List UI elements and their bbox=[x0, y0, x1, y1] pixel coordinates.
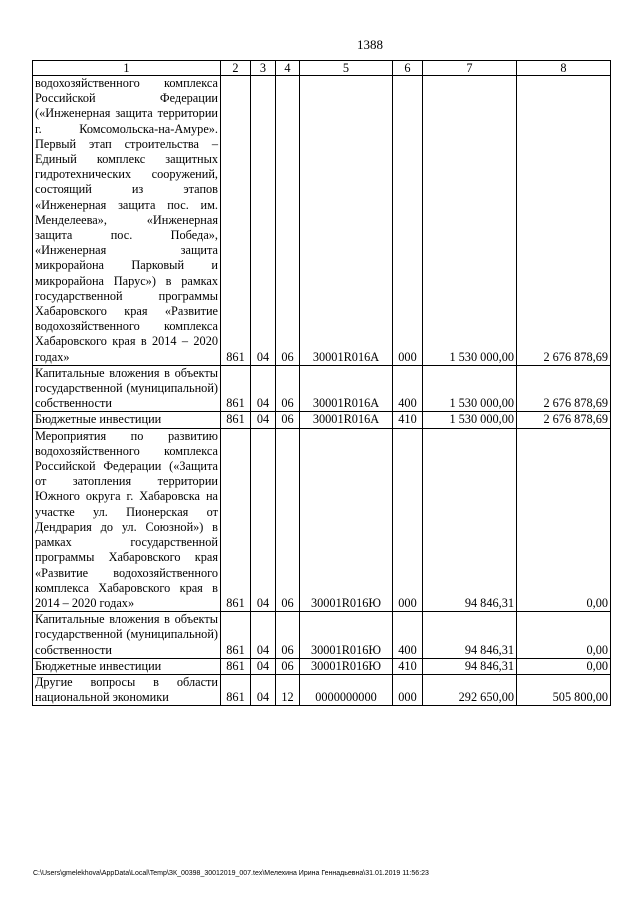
cell-expense-type: 000 bbox=[393, 428, 423, 611]
column-header: 5 bbox=[300, 61, 393, 76]
cell-amount-2: 2 676 878,69 bbox=[517, 412, 611, 428]
cell-ministry: 861 bbox=[221, 365, 251, 412]
table-row bbox=[33, 658, 611, 674]
cell-section: 04 bbox=[251, 365, 276, 412]
table-row bbox=[33, 365, 611, 412]
cell-expense-type: 000 bbox=[393, 76, 423, 366]
cell-ministry: 861 bbox=[221, 428, 251, 611]
cell-section: 04 bbox=[251, 76, 276, 366]
table-row bbox=[33, 428, 611, 611]
cell-amount-1: 94 846,31 bbox=[423, 428, 517, 611]
column-header: 4 bbox=[276, 61, 300, 76]
cell-subsection: 06 bbox=[276, 428, 300, 611]
cell-expense-type: 410 bbox=[393, 658, 423, 674]
table-row bbox=[33, 612, 611, 659]
row-name: Бюджетные инвестиции bbox=[33, 658, 221, 674]
cell-section: 04 bbox=[251, 612, 276, 659]
cell-section: 04 bbox=[251, 674, 276, 705]
cell-amount-1: 1 530 000,00 bbox=[423, 76, 517, 366]
cell-amount-1: 1 530 000,00 bbox=[423, 412, 517, 428]
cell-subsection: 06 bbox=[276, 612, 300, 659]
cell-amount-1: 94 846,31 bbox=[423, 612, 517, 659]
cell-ministry: 861 bbox=[221, 76, 251, 366]
column-header: 1 bbox=[33, 61, 221, 76]
cell-amount-2: 0,00 bbox=[517, 428, 611, 611]
cell-target-code: 0000000000 bbox=[300, 674, 393, 705]
cell-target-code: 30001R016А bbox=[300, 76, 393, 366]
cell-target-code: 30001R016А bbox=[300, 412, 393, 428]
cell-amount-2: 505 800,00 bbox=[517, 674, 611, 705]
table-header-row bbox=[33, 61, 611, 76]
cell-ministry: 861 bbox=[221, 674, 251, 705]
row-name: Мероприятия по развитию водохозяйственного комплекса Российской Федерации («Защита от затопления территории Южного округа г. Хабаровска на участке ул. Пионерская от Дендрария до ул. Союзной») в рамках государственной программы Хабаровского края «Развитие водохозяйственного комплекса Хабаровского края в 2014 – 2020 годах» bbox=[33, 428, 221, 611]
table-row bbox=[33, 76, 611, 366]
cell-subsection: 06 bbox=[276, 76, 300, 366]
budget-table bbox=[32, 60, 611, 706]
cell-target-code: 30001R016Ю bbox=[300, 612, 393, 659]
cell-ministry: 861 bbox=[221, 612, 251, 659]
column-header: 3 bbox=[251, 61, 276, 76]
cell-expense-type: 410 bbox=[393, 412, 423, 428]
cell-section: 04 bbox=[251, 658, 276, 674]
file-path-footer: C:\Users\gmelekhova\AppData\Local\Temp\ЗК_00398_30012019_007.tex\Мелехина Ирина Геннадьевна\31.01.2019 11:56:23 bbox=[33, 870, 429, 877]
row-name: Капитальные вложения в объекты государственной (муниципальной) собственности bbox=[33, 365, 221, 412]
row-name: Капитальные вложения в объекты государственной (муниципальной) собственности bbox=[33, 612, 221, 659]
table-row bbox=[33, 674, 611, 705]
column-header: 7 bbox=[423, 61, 517, 76]
row-name: Другие вопросы в области национальной экономики bbox=[33, 674, 221, 705]
cell-ministry: 861 bbox=[221, 412, 251, 428]
cell-amount-2: 2 676 878,69 bbox=[517, 76, 611, 366]
table-row bbox=[33, 412, 611, 428]
cell-ministry: 861 bbox=[221, 658, 251, 674]
cell-expense-type: 000 bbox=[393, 674, 423, 705]
cell-expense-type: 400 bbox=[393, 612, 423, 659]
cell-expense-type: 400 bbox=[393, 365, 423, 412]
cell-amount-2: 0,00 bbox=[517, 658, 611, 674]
cell-section: 04 bbox=[251, 428, 276, 611]
cell-subsection: 06 bbox=[276, 412, 300, 428]
cell-target-code: 30001R016Ю bbox=[300, 428, 393, 611]
row-name: Бюджетные инвестиции bbox=[33, 412, 221, 428]
cell-amount-1: 1 530 000,00 bbox=[423, 365, 517, 412]
cell-amount-1: 292 650,00 bbox=[423, 674, 517, 705]
column-header: 6 bbox=[393, 61, 423, 76]
cell-amount-2: 0,00 bbox=[517, 612, 611, 659]
page-number: 1388 bbox=[357, 37, 383, 52]
cell-section: 04 bbox=[251, 412, 276, 428]
cell-amount-2: 2 676 878,69 bbox=[517, 365, 611, 412]
row-name: водохозяйственного комплекса Российской Федерации («Инженерная защита территории г. Комсомольска-на-Амуре». Первый этап строительства – Единый комплекс защитных гидротехнических сооружений, состоящий из этапов «Инженерная защита пос. им. Менделеева», «Инженерная защита пос. Победа», «Инженерная защита микрорайона Парковый и микрорайона Парус») в рамках государственной программы Хабаровского края «Развитие водохозяйственного комплекса Хабаровского края в 2014 – 2020 годах» bbox=[33, 76, 221, 366]
cell-subsection: 12 bbox=[276, 674, 300, 705]
cell-target-code: 30001R016А bbox=[300, 365, 393, 412]
cell-subsection: 06 bbox=[276, 365, 300, 412]
cell-target-code: 30001R016Ю bbox=[300, 658, 393, 674]
column-header: 2 bbox=[221, 61, 251, 76]
cell-subsection: 06 bbox=[276, 658, 300, 674]
column-header: 8 bbox=[517, 61, 611, 76]
cell-amount-1: 94 846,31 bbox=[423, 658, 517, 674]
